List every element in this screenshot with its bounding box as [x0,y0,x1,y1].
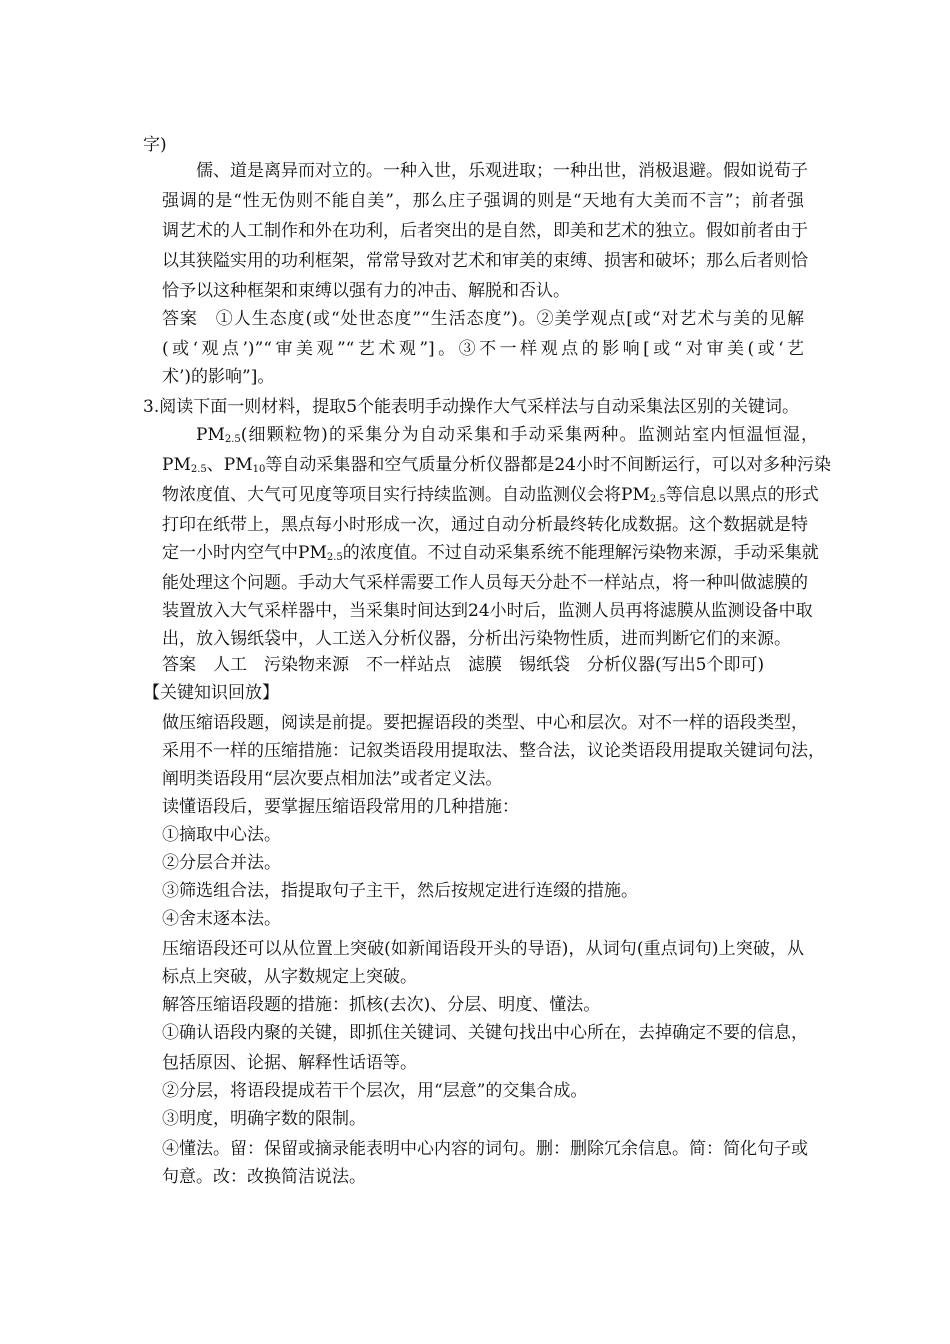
review-line-9: 压缩语段还可以从位置上突破(如新闻语段开头的导语)，从词句(重点词句)上突破，从 [162,939,804,959]
review-line-5: ①摘取中心法。 [162,825,281,845]
review-line-7: ③筛选组合法，指提取句子主干，然后按规定进行连缀的措施。 [162,881,638,901]
review-line-3: 阐明类语段用“层次要点相加法”或者定义法。 [162,769,503,789]
review-line-2: 采用不一样的压缩措施：记叙类语段用提取法、整合法，议论类语段用提取关键词句法， [162,741,825,761]
q3-passage-line-5: 定一小时内空气中$PM_{2.5}$的浓度值。不过自动采集系统不能理解污染物来源，手动采集就 [162,543,819,563]
q2-passage-line-1: 儒、道是离异而对立的。一种入世，乐观进取；一种出世，消极退避。假如说荀子 [196,161,808,181]
review-line-12: ①确认语段内聚的关键，即抓住关键词、关键句找出中心所在，去掉确定不要的信息， [162,1023,808,1043]
review-line-16: ④懂法。留：保留或摘录能表明中心内容的词句。删：删除冗余信息。简：简化句子或 [162,1139,808,1159]
q3-passage-line-8: 出，放入锡纸袋中，人工送入分析仪器，分析出污染物性质，进而判断它们的来源。 [162,629,791,649]
review-line-8: ④舍末逐本法。 [162,909,281,929]
q3-passage-line-6: 能处理这个问题。手动大气采样需要工作人员每天分赴不一样站点，将一种叫做滤膜的 [162,573,808,593]
review-line-17: 句意。改：改换简洁说法。 [162,1167,366,1187]
q3-passage-line-2: $PM_{2.5}$、$PM_{10}$等自动采集器和空气质量分析仪器都是24小时不间断运行，可以对多种污染 [162,455,831,475]
q2-passage-line-3: 调艺术的人工制作和外在功利，后者突出的是自然，即美和艺术的独立。假如前者由于 [162,221,808,241]
review-line-6: ②分层合并法。 [162,853,281,873]
q3-passage-line-4: 打印在纸带上，黑点每小时形成一次，通过自动分析最终转化成数据。这个数据就是特 [162,515,808,535]
review-line-10: 标点上突破，从字数规定上突破。 [162,967,417,987]
q2-answer-line-3: 术’)的影响”]。 [162,367,275,387]
review-line-15: ③明度，明确字数的限制。 [162,1109,366,1129]
q3-answer: 答案 人工 污染物来源 不一样站点 滤膜 锡纸袋 分析仪器(写出5个即可) [162,655,765,675]
q2-passage-line-4: 以其狭隘实用的功利框架，常常导致对艺术和审美的束缚、损害和破坏；那么后者则恰 [162,251,808,271]
q3-passage-line-7: 装置放入大气采样器中，当采集时间达到24小时后，监测人员再将滤膜从监测设备中取 [162,601,813,621]
review-heading: 【关键知识回放】 [143,683,279,703]
q2-passage-line-2: 强调的是“性无伪则不能自美”，那么庄子强调的则是“天地有大美而不言”；前者强 [162,191,804,211]
review-line-13: 包括原因、论据、解释性话语等。 [162,1053,417,1073]
review-line-11: 解答压缩语段题的措施：抓核(去次)、分层、明度、懂法。 [162,995,601,1015]
q2-answer-line-2: (或‘观点’)”“审美观”“艺术观”]。③不一样观点的影响[或“对审美(或‘艺 [162,339,804,359]
review-line-4: 读懂语段后，要掌握压缩语段常用的几种措施： [162,797,519,817]
q2-answer-line-1: 答案 ①人生态度(或“处世态度”“生活态度”)。②美学观点[或“对艺术与美的见解 [162,309,804,329]
q2-passage-line-5: 恰予以这种框架和束缚以强有力的冲击、解脱和否认。 [162,281,570,301]
q3-question: 3.阅读下面一则材料，提取5个能表明手动操作大气采样法与自动采集法区别的关键词。 [143,397,800,417]
review-line-1: 做压缩语段题，阅读是前提。要把握语段的类型、中心和层次。对不一样的语段类型， [162,713,808,733]
review-line-14: ②分层，将语段提成若干个层次，用“层意”的交集合成。 [162,1081,588,1101]
q2-tail-text: 字) [143,135,167,155]
q3-passage-line-1: $PM_{2.5}$(细颗粒物)的采集分为自动采集和手动采集两种。监测站室内恒温恒湿， [196,425,818,445]
q3-passage-line-3: 物浓度值、大气可见度等项目实行持续监测。自动监测仪会将$PM_{2.5}$等信息以黑点的形式 [162,485,819,505]
